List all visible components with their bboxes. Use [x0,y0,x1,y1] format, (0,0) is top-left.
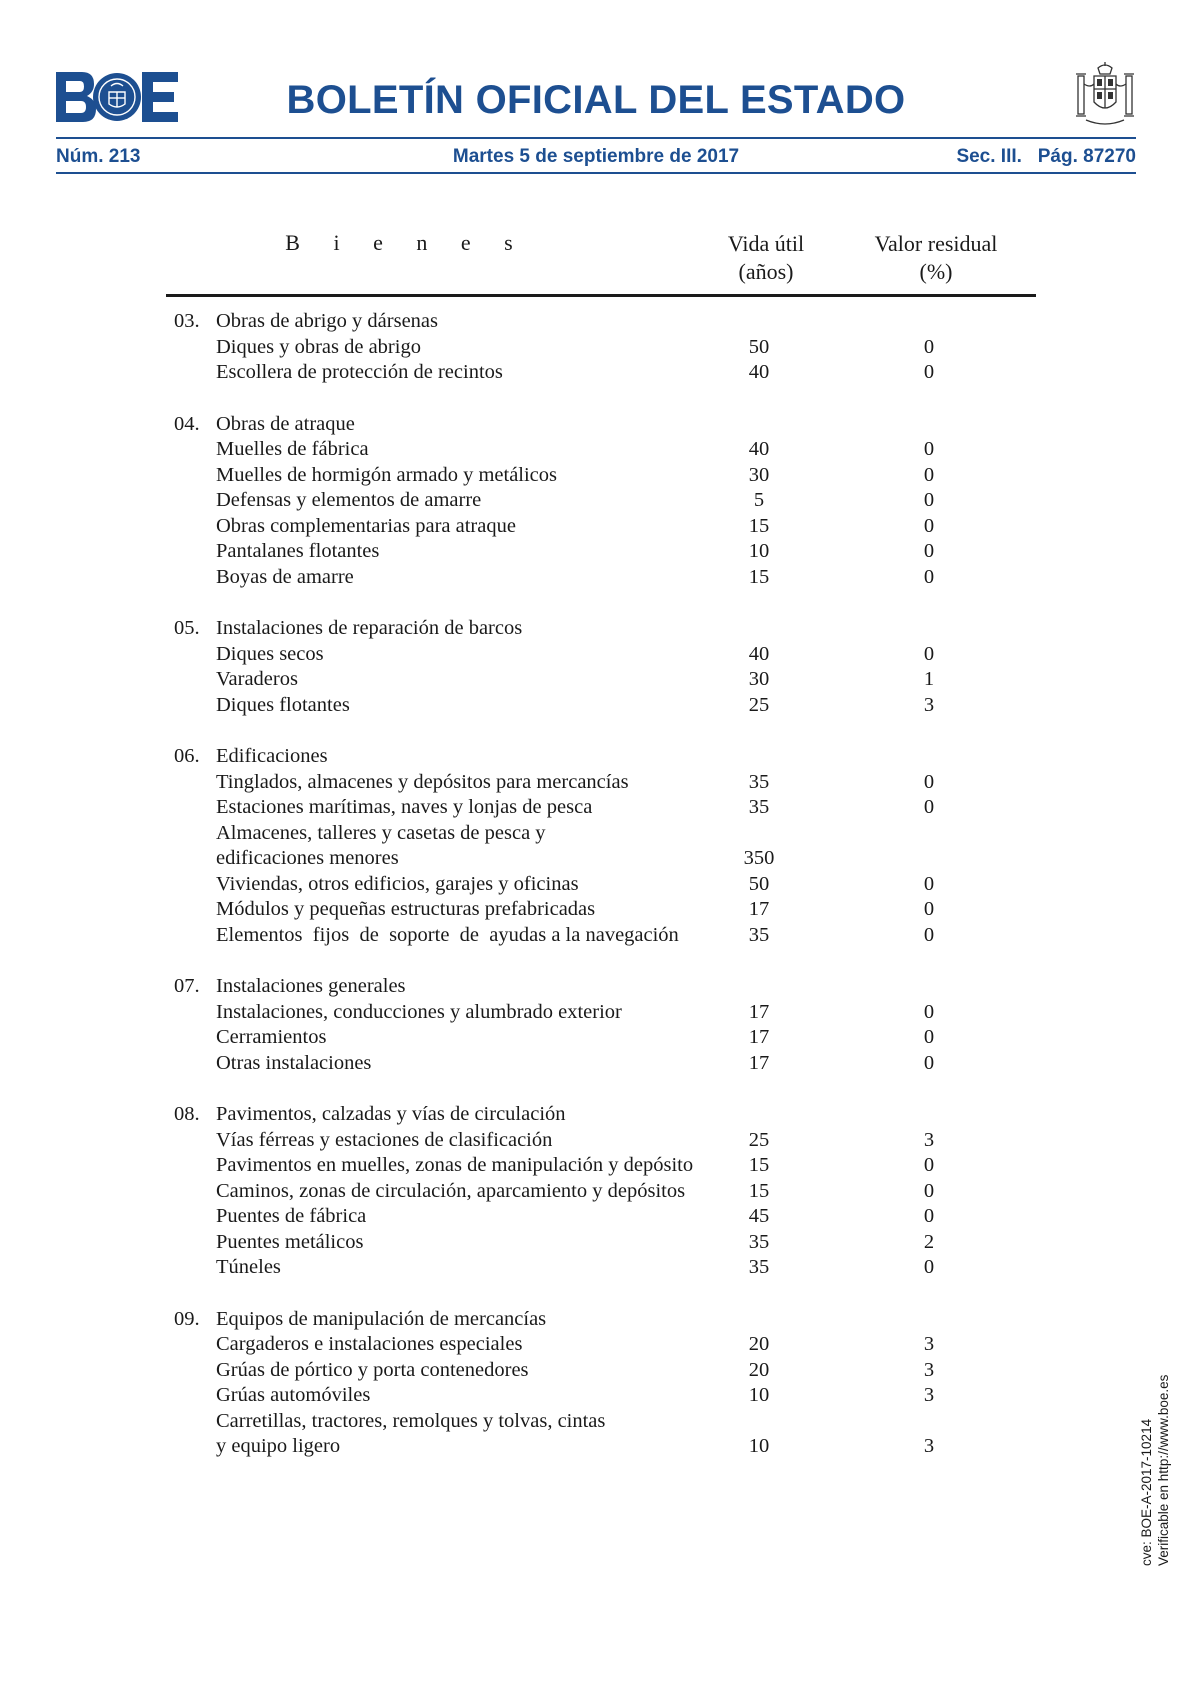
vida-util-value: 17 [748,898,770,920]
vida-util-value: 35 [748,1230,770,1253]
valor-residual-value: 0 [923,514,935,537]
section-title: Equipos de manipulación de mercancías [216,1307,547,1330]
valor-residual-value: 3 [923,1358,935,1381]
section-heading-row [166,1307,1036,1333]
table-row [166,642,1036,668]
vida-util-value: 40 [748,642,770,665]
section-title: Pavimentos, calzadas y vías de circulación [216,1103,566,1125]
table-row [166,335,1036,361]
table-header [166,230,1036,286]
item-name: Otras instalaciones [216,1051,372,1074]
section-title: Obras de abrigo y dársenas [216,310,439,332]
valor-residual-value: 0 [923,642,935,665]
table-body [166,309,1036,1460]
table-row [166,1230,1036,1256]
valor-residual-value: 0 [923,361,935,383]
item-name: Grúas de pórtico y porta contenedores [216,1358,529,1381]
valor-residual-value: 0 [923,1205,935,1227]
coat-of-arms-icon [1074,62,1136,128]
item-name: Túneles [216,1256,281,1278]
vida-util-value: 20 [748,1333,770,1355]
vida-util-value: 50 [748,872,770,895]
column-header-valor-line2: (%) [919,259,953,284]
vida-util-value: 15 [748,1179,770,1202]
vida-util-value: 10 [748,1384,770,1406]
table-row [166,1434,1036,1460]
vida-util-value: 50 [748,335,770,358]
item-name: Puentes de fábrica [216,1205,367,1227]
table-row [166,795,1036,821]
section-number: 09. [174,1307,200,1330]
item-name: Cerramientos [216,1026,327,1048]
issue-number: Núm. 213 [56,146,141,167]
item-name: Pavimentos en muelles, zonas de manipulación y depósito [216,1154,694,1176]
table-section [166,309,1036,386]
valor-residual-value: 0 [923,872,935,895]
section-title: Edificaciones [216,745,328,767]
table-row [166,1332,1036,1358]
item-name: Viviendas, otros edificios, garajes y oficinas [216,872,579,895]
vida-util-value: 30 [748,668,770,690]
table-header-rule [166,294,1036,297]
vida-util-value: 17 [748,1051,770,1074]
table-row [166,1383,1036,1409]
valor-residual-value: 0 [923,335,935,358]
table-row [166,1153,1036,1179]
table-row [166,770,1036,796]
vida-util-value: 35 [748,770,770,793]
item-name: Estaciones marítimas, naves y lonjas de pesca [216,796,593,818]
item-name: Elementos fijos de soporte de ayudas a la navegación [216,923,679,946]
valor-residual-value: 0 [923,540,935,562]
vida-util-value: 25 [748,1128,770,1151]
section-number: 05. [174,617,200,639]
item-name: Varaderos [216,668,298,690]
vida-util-value: 35 [748,796,770,818]
section-number: 04. [174,412,200,435]
column-header-vida-line1: Vida útil [727,231,805,256]
valor-residual-value: 0 [923,1000,935,1023]
section-number: 07. [174,975,200,997]
table-section [166,974,1036,1076]
vida-util-value: 20 [748,1358,770,1381]
table-row [166,1000,1036,1026]
vida-util-value: 45 [748,1205,770,1227]
cve-code: cve: BOE-A-2017-10214 [1139,1418,1154,1566]
table-row [166,514,1036,540]
issue-date: Martes 5 de septiembre de 2017 [452,146,740,167]
vida-util-value: 10 [748,540,770,562]
valor-residual-value: 3 [923,693,935,716]
table-section [166,616,1036,718]
column-header-vida-util [676,230,856,286]
item-name: Obras complementarias para atraque [216,514,516,537]
vida-util-value: 40 [748,438,770,460]
useful-life-table [166,230,1036,1486]
column-header-valor-line1: Valor residual [874,231,998,256]
section-number: 08. [174,1103,200,1125]
vida-util-value: 15 [748,1154,770,1176]
valor-residual-value: 0 [923,438,935,460]
valor-residual-value: 1 [923,668,935,690]
valor-residual-value: 0 [923,1179,935,1202]
section-heading-row [166,616,1036,642]
table-row [166,846,1036,872]
valor-residual-value: 3 [923,1384,935,1406]
valor-residual-value: 3 [923,1128,935,1151]
table-row [166,923,1036,949]
item-name: Boyas de amarre [216,565,354,588]
section-heading-row [166,974,1036,1000]
table-row [166,1179,1036,1205]
valor-residual-value: 0 [923,463,935,486]
valor-residual-value: 0 [923,565,935,588]
valor-residual-value: 0 [923,1256,935,1278]
table-row [166,821,1036,847]
vida-util-value: 40 [748,361,770,383]
column-header-bienes: B i e n e s [285,230,527,255]
section-heading-row [166,309,1036,335]
table-section [166,1307,1036,1460]
table-section [166,412,1036,591]
valor-residual-value: 0 [923,1154,935,1176]
item-name: Carretillas, tractores, remolques y tolvas, cintas [216,1409,606,1432]
table-row [166,437,1036,463]
table-row [166,897,1036,923]
table-row [166,1051,1036,1077]
section-number: 06. [174,745,200,767]
table-row [166,565,1036,591]
item-name: Diques flotantes [216,693,350,716]
verification-url: Verificable en http://www.boe.es [1156,1374,1171,1566]
valor-residual-value: 0 [923,1051,935,1074]
vida-util-value: 15 [748,565,770,588]
vida-util-value: 15 [748,514,770,537]
table-row [166,1358,1036,1384]
vida-util-value: 35 [748,1256,770,1278]
table-section [166,744,1036,948]
item-name: Escollera de protección de recintos [216,361,503,383]
vida-util-value: 25 [748,693,770,716]
column-header-vida-line2: (años) [738,259,794,284]
section-title: Obras de atraque [216,412,355,435]
item-name: Instalaciones, conducciones y alumbrado exterior [216,1000,622,1023]
item-name: Cargaderos e instalaciones especiales [216,1333,523,1355]
valor-residual-value: 0 [923,898,935,920]
item-name: Muelles de hormigón armado y metálicos [216,463,558,486]
vida-util-value: 5 [753,489,765,511]
table-row [166,667,1036,693]
section-heading-row [166,744,1036,770]
table-row [166,693,1036,719]
item-name: Grúas automóviles [216,1384,371,1406]
cve-margin-note [1138,1375,1172,1566]
item-name: Diques secos [216,642,324,665]
table-row [166,488,1036,514]
section-heading-row [166,412,1036,438]
section-title: Instalaciones generales [216,975,406,997]
issue-info-bar [56,146,1136,168]
item-name: edificaciones menores [216,847,399,869]
table-row [166,1409,1036,1435]
item-name: y equipo ligero [216,1435,341,1457]
masthead [56,70,1136,126]
table-row [166,1204,1036,1230]
table-row [166,539,1036,565]
section-page: Sec. III. Pág. 87270 [956,146,1136,167]
section-number: 03. [174,310,200,332]
vida-util-value: 17 [748,1000,770,1023]
item-name: Puentes metálicos [216,1230,364,1253]
table-row [166,872,1036,898]
table-row [166,1255,1036,1281]
vida-util-value: 350 [743,847,775,869]
vida-util-value: 17 [748,1026,770,1048]
masthead-title: BOLETÍN OFICIAL DEL ESTADO [286,78,906,122]
item-name: Caminos, zonas de circulación, aparcamiento y depósitos [216,1179,686,1202]
item-name: Almacenes, talleres y casetas de pesca y [216,821,546,844]
valor-residual-value: 0 [923,489,935,511]
valor-residual-value: 0 [923,770,935,793]
valor-residual-value: 3 [923,1435,935,1457]
valor-residual-value: 3 [923,1333,935,1355]
section-heading-row [166,1102,1036,1128]
valor-residual-value: 0 [923,923,935,946]
item-name: Pantalanes flotantes [216,540,380,562]
vida-util-value: 35 [748,923,770,946]
table-row [166,1025,1036,1051]
header-rule-top [56,137,1136,139]
column-header-valor-residual [846,230,1026,286]
item-name: Muelles de fábrica [216,438,369,460]
item-name: Defensas y elementos de amarre [216,489,482,511]
table-row [166,1128,1036,1154]
vida-util-value: 10 [748,1435,770,1457]
table-row [166,463,1036,489]
header-rule-bottom [56,172,1136,174]
valor-residual-value: 0 [923,1026,935,1048]
table-section [166,1102,1036,1281]
table-row [166,360,1036,386]
item-name: Módulos y pequeñas estructuras prefabricadas [216,898,596,920]
valor-residual-value: 0 [923,796,935,818]
item-name: Tinglados, almacenes y depósitos para mercancías [216,770,629,793]
valor-residual-value: 2 [923,1230,935,1253]
item-name: Vías férreas y estaciones de clasificación [216,1128,553,1151]
item-name: Diques y obras de abrigo [216,335,421,358]
section-title: Instalaciones de reparación de barcos [216,617,523,639]
vida-util-value: 30 [748,463,770,486]
